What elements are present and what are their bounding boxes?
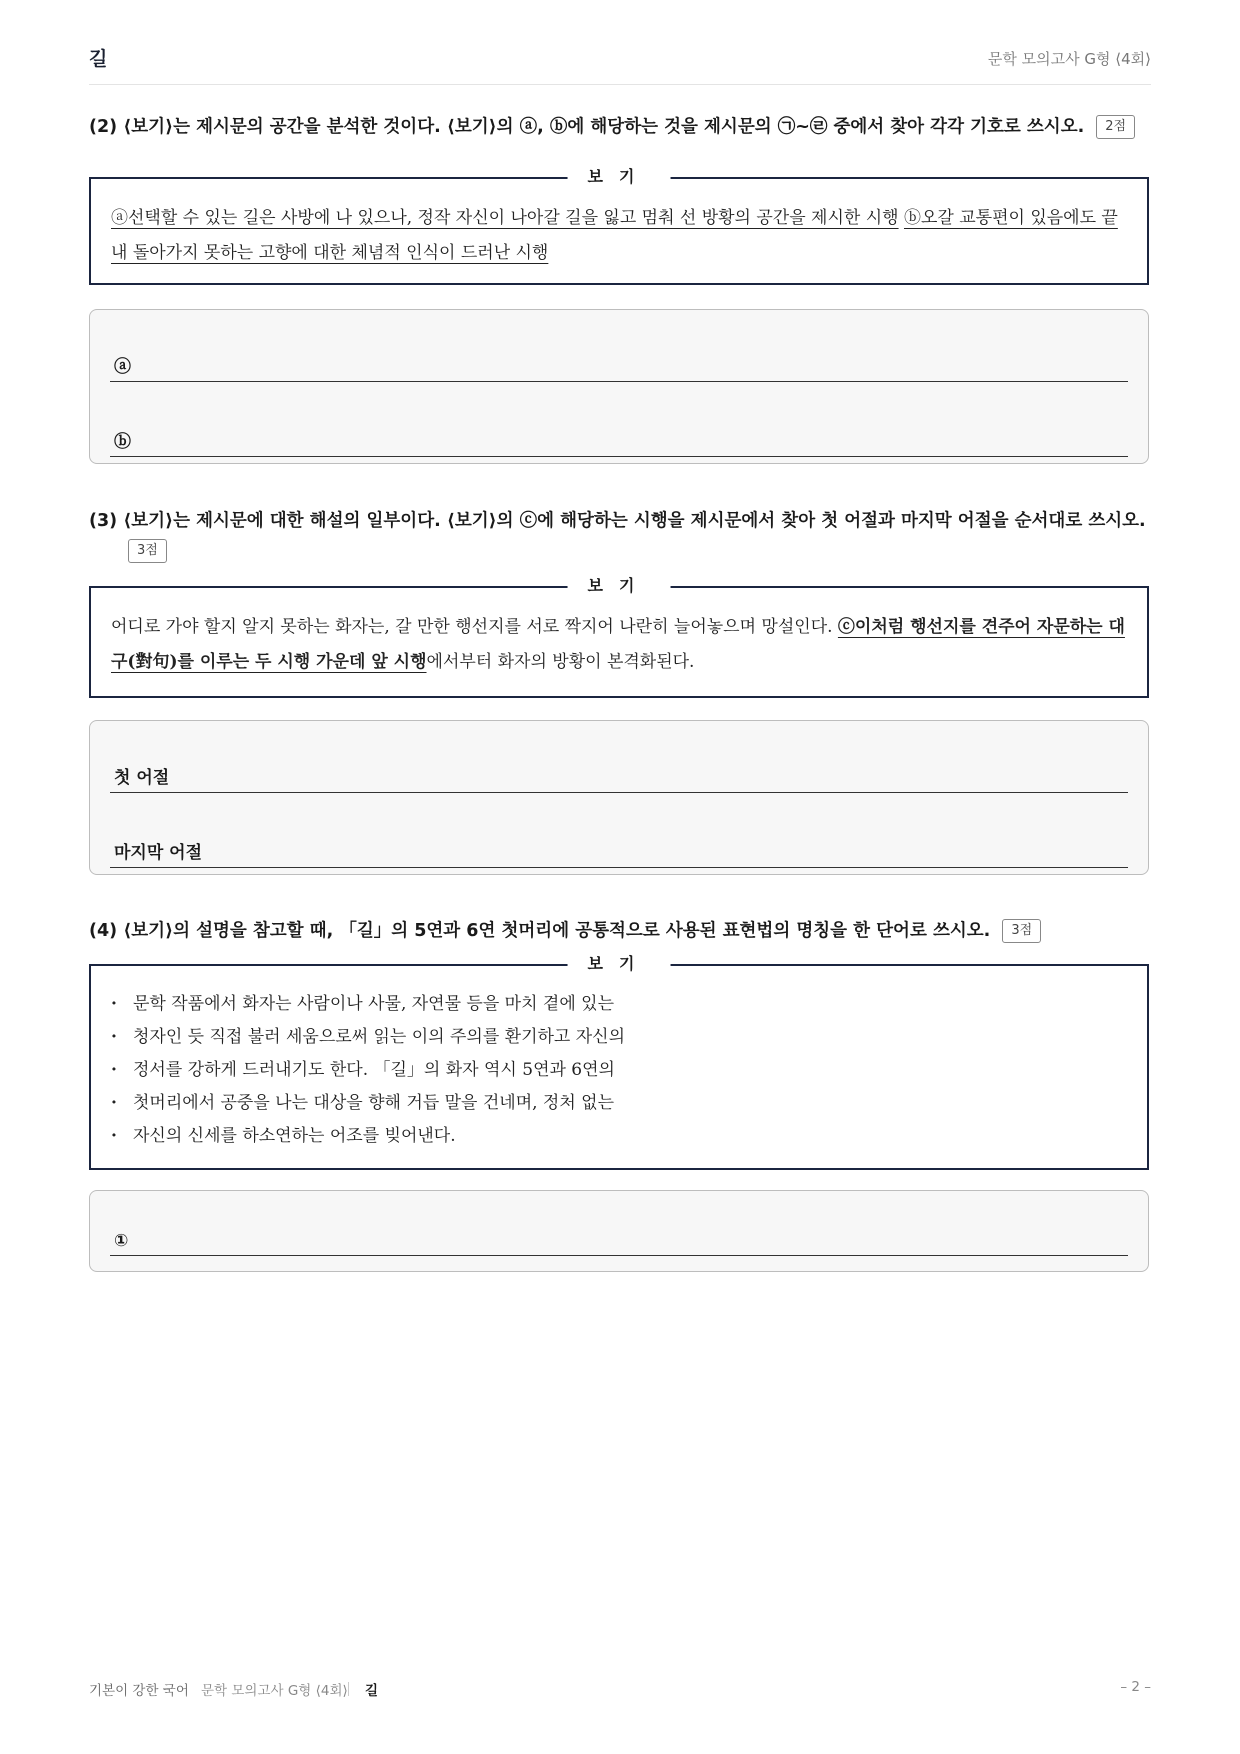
bogi-list-item: · 문학 작품에서 화자는 사람이나 사물, 자연물 등을 마치 곁에 있는 — [133, 988, 1127, 1021]
answer-label-b: ⓑ — [114, 432, 131, 452]
answer-field-last-word[interactable] — [110, 831, 1128, 868]
question-3-bogi — [89, 576, 1149, 698]
answer-field-1[interactable] — [110, 1219, 1128, 1256]
question-4-bogi — [89, 954, 1149, 1170]
page-footer — [89, 1679, 1151, 1703]
bogi-label: 보기 — [568, 953, 671, 975]
footer-work-title: 길 — [365, 1683, 379, 1699]
question-2-points: 2점 — [1096, 115, 1135, 139]
bogi-list — [91, 966, 1147, 1171]
question-3-answer-box — [89, 720, 1149, 875]
question-3 — [89, 506, 1151, 566]
bogi-text — [91, 179, 1147, 287]
answer-label-a: ⓐ — [114, 357, 131, 377]
bogi-text — [91, 588, 1147, 696]
answer-label-first-word: 첫 어절 — [114, 768, 170, 788]
page-number: – 2 – — [1120, 1679, 1151, 1695]
question-4 — [89, 916, 1151, 946]
bogi-item-a: ⓐ선택할 수 있는 길은 사방에 나 있으나, 정작 자신이 나아갈 길을 잃고 멈춰 선 방황의 공간을 제시한 시행 — [111, 208, 899, 228]
footer-exam-name: 문학 모의고사 G형 ⟨4회⟩ — [201, 1683, 348, 1699]
footer-brand: 기본이 강한 국어 — [89, 1683, 189, 1699]
answer-field-b[interactable] — [110, 420, 1128, 457]
answer-label-last-word: 마지막 어절 — [114, 843, 203, 863]
question-4-answer-box — [89, 1190, 1149, 1272]
question-2-bogi — [89, 167, 1149, 285]
answer-label-1: ① — [114, 1231, 129, 1251]
bogi-list-item: · 청자인 듯 직접 불러 세움으로써 읽는 이의 주의를 환기하고 자신의 — [133, 1021, 1127, 1054]
question-3-text: (3) ⟨보기⟩는 제시문에 대한 해설의 일부이다. ⟨보기⟩의 ⓒ에 해당하는 시행을 제시문에서 찾아 첫 어절과 마지막 어절을 순서대로 쓰시오. — [89, 511, 1146, 531]
question-2-answer-box — [89, 309, 1149, 464]
answer-field-a[interactable] — [110, 345, 1128, 382]
bogi-text-part-2: 에서부터 화자의 방황이 본격화된다. — [426, 652, 695, 672]
question-4-text: (4) ⟨보기⟩의 설명을 참고할 때, 「길」의 5연과 6연 첫머리에 공통적으로 사용된 표현법의 명칭을 한 단어로 쓰시오. — [89, 921, 991, 941]
bogi-text-part-1: 어디로 가야 할지 알지 못하는 화자는, 갈 만한 행선지를 서로 짝지어 나란히 늘어놓으며 망설인다. — [111, 617, 838, 637]
bogi-list-item: · 첫머리에서 공중을 나는 대상을 향해 거듭 말을 건네며, 정처 없는 — [133, 1087, 1127, 1120]
footer-divider — [348, 1682, 349, 1696]
page-header — [89, 44, 1151, 85]
bogi-label: 보기 — [568, 166, 671, 188]
exam-name: 문학 모의고사 G형 ⟨4회⟩ — [987, 50, 1151, 68]
question-2 — [89, 112, 1151, 142]
bogi-list-item: · 정서를 강하게 드러내기도 한다. 「길」의 화자 역시 5연과 6연의 — [133, 1054, 1127, 1087]
bogi-list-item: · 자신의 신세를 하소연하는 어조를 빚어낸다. — [133, 1120, 1127, 1153]
question-4-points: 3점 — [1002, 919, 1041, 943]
question-3-points: 3점 — [128, 539, 167, 563]
answer-field-first-word[interactable] — [110, 756, 1128, 793]
work-title: 길 — [89, 48, 108, 70]
question-2-text: (2) ⟨보기⟩는 제시문의 공간을 분석한 것이다. ⟨보기⟩의 ⓐ, ⓑ에 해당하는 것을 제시문의 ㉠~㉣ 중에서 찾아 각각 기호로 쓰시오. — [89, 117, 1085, 137]
bogi-item-b: ⓑ오갈 교통편이 있음에도 끝내 돌아가지 못하는 고향에 대한 체념적 인식이 드러난 시행 — [111, 208, 1118, 263]
bogi-item-c: ⓒ이처럼 행선지를 견주어 자문하는 대구(對句)를 이루는 두 시행 가운데 앞 시행 — [111, 617, 1125, 672]
bogi-label: 보기 — [568, 575, 671, 597]
